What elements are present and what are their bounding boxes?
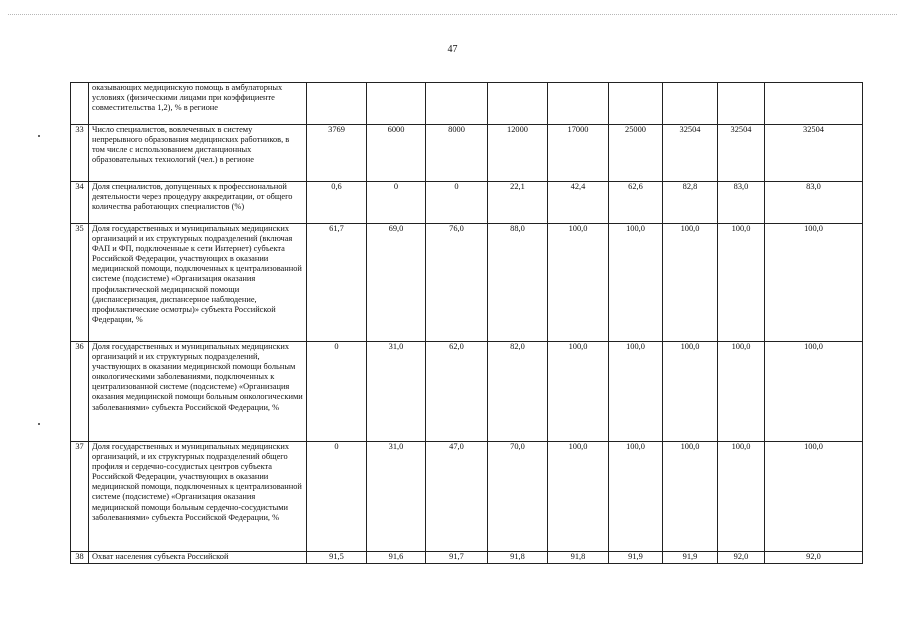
indicator-value: 12000 [488,125,548,182]
indicator-value: 92,0 [718,552,765,564]
scan-artifact-line [8,14,897,15]
row-number: 37 [71,442,89,552]
indicator-value: 0 [426,182,488,224]
indicator-value: 100,0 [765,342,863,442]
indicator-value: 32504 [765,125,863,182]
indicators-table [70,82,863,564]
row-number: 33 [71,125,89,182]
indicator-value: 62,0 [426,342,488,442]
indicator-value: 0 [367,182,426,224]
table-row [71,125,863,182]
indicator-value: 100,0 [765,224,863,342]
indicator-value: 91,7 [426,552,488,564]
indicator-value: 100,0 [609,224,663,342]
indicator-value: 91,8 [548,552,609,564]
indicator-value: 91,6 [367,552,426,564]
indicator-value: 91,9 [609,552,663,564]
indicator-value [488,83,548,125]
indicator-value: 91,5 [307,552,367,564]
indicator-value: 0,6 [307,182,367,224]
indicator-value: 82,8 [663,182,718,224]
row-number [71,83,89,125]
row-number: 34 [71,182,89,224]
indicator-value: 100,0 [609,442,663,552]
indicator-description: Доля государственных и муниципальных медицинских организаций, и их структурных подразделений общего профиля и сердечно-сосудистых центров субъекта Российской Федерации, участвующих в оказании медицинской помощи, подключенных к централизованной системе (подсистеме) «Организация оказания медицинской помощи больным сердечно-сосудистыми заболеваниями» субъекта Российской Федерации, % [89,442,307,552]
indicator-value [367,83,426,125]
indicator-value [718,83,765,125]
indicator-value [663,83,718,125]
indicator-value: 91,9 [663,552,718,564]
indicator-value: 91,8 [488,552,548,564]
indicator-value: 70,0 [488,442,548,552]
indicator-value: 31,0 [367,342,426,442]
indicator-value: 31,0 [367,442,426,552]
indicator-value: 100,0 [718,342,765,442]
scan-dot [38,135,40,137]
indicator-value: 92,0 [765,552,863,564]
indicator-value: 3769 [307,125,367,182]
indicator-value [609,83,663,125]
indicator-value: 32504 [718,125,765,182]
indicator-value: 83,0 [718,182,765,224]
row-number: 35 [71,224,89,342]
indicator-description: Доля специалистов, допущенных к профессиональной деятельности через процедуру аккредитации, от общего количества работающих специалистов (%) [89,182,307,224]
indicator-value: 100,0 [663,342,718,442]
indicator-description: Доля государственных и муниципальных медицинских организаций и их структурных подразделений, участвующих в оказании медицинской помощи больным онкологическими заболеваниями, подключенных к централизованной системе (подсистеме) «Организация оказания медицинской помощи больным онкологическими заболеваниями» субъекта Российской Федерации, % [89,342,307,442]
indicator-value: 25000 [609,125,663,182]
indicator-description: оказывающих медицинскую помощь в амбулаторных условиях (физическими лицами при коэффициенте совместительства 1,2), % в регионе [89,83,307,125]
table-row [71,182,863,224]
indicator-value [548,83,609,125]
indicator-value: 100,0 [663,442,718,552]
indicator-value: 61,7 [307,224,367,342]
indicator-value: 88,0 [488,224,548,342]
indicator-value [426,83,488,125]
indicator-description: Доля государственных и муниципальных медицинских организаций и их структурных подразделений (включая ФАП и ФП, подключенные к сети Интернет) субъекта Российской Федерации, участвующих в оказании медицинской помощи, подключенных к централизованной системе (подсистеме) «Организация оказания профилактической медицинской помощи (диспансеризация, диспансерное наблюдение, профилактические осмотры)» субъекта Российской Федерации, % [89,224,307,342]
table-row [71,224,863,342]
indicator-value: 42,4 [548,182,609,224]
indicator-value: 47,0 [426,442,488,552]
indicator-value: 76,0 [426,224,488,342]
table-row [71,342,863,442]
indicator-value: 100,0 [548,442,609,552]
indicator-value: 17000 [548,125,609,182]
indicator-value: 69,0 [367,224,426,342]
indicator-value: 100,0 [548,224,609,342]
indicator-value [307,83,367,125]
indicator-value: 22,1 [488,182,548,224]
page-number: 47 [447,44,458,55]
indicator-description: Число специалистов, вовлеченных в систему непрерывного образования медицинских работников, в том числе с использованием дистанционных образовательных технологий (чел.) в регионе [89,125,307,182]
indicator-value: 62,6 [609,182,663,224]
indicator-value: 100,0 [548,342,609,442]
indicator-value: 100,0 [718,442,765,552]
indicator-value: 6000 [367,125,426,182]
indicator-value [765,83,863,125]
indicator-value: 0 [307,342,367,442]
indicator-value: 83,0 [765,182,863,224]
indicator-value: 0 [307,442,367,552]
indicator-value: 100,0 [718,224,765,342]
indicator-description: Охват населения субъекта Российской [89,552,307,564]
row-number: 38 [71,552,89,564]
indicator-value: 32504 [663,125,718,182]
table-row [71,552,863,564]
indicator-value: 100,0 [765,442,863,552]
table-row [71,83,863,125]
scan-dot [38,423,40,425]
row-number: 36 [71,342,89,442]
indicator-value: 100,0 [663,224,718,342]
table-row [71,442,863,552]
indicator-value: 82,0 [488,342,548,442]
indicator-value: 100,0 [609,342,663,442]
indicator-value: 8000 [426,125,488,182]
